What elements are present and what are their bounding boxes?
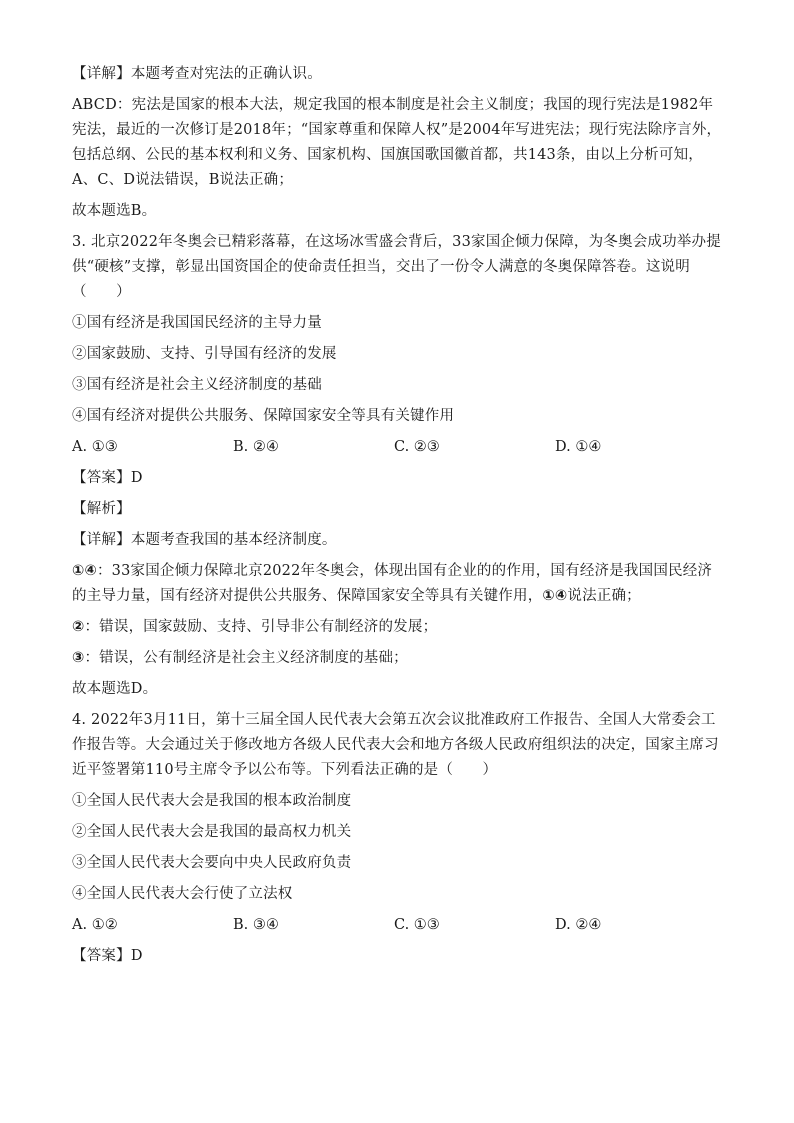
q4-stem: 4. 2022年3月11日，第十三届全国人民代表大会第五次会议批准政府工作报告、全国人大常委会工作报告等。大会通过关于修改地方各级人民代表大会和地方各级人民政府组织法的决定，国家主席习近平签署第110号主席令予以公布等。下列看法正确的是（ ）: [72, 712, 719, 778]
q4-answer: [72, 944, 724, 969]
explain-mark-2: ①④: [542, 588, 568, 604]
q3-item-1: ①国有经济是我国国民经济的主导力量: [72, 315, 322, 331]
answer-tag: 【答案】: [72, 470, 131, 486]
q3-option-c: C. ②③: [394, 439, 440, 455]
explain-text: ：33家国企倾力保障北京2022年冬奥会，体现出国有企业的的作用，国有经济是我国国民经济的主导力量，国有经济对提供公共服务、保障国家安全等具有关键作用，: [72, 563, 713, 604]
q3-item-4: ④国有经济对提供公共服务、保障国家安全等具有关键作用: [72, 408, 455, 424]
q4-item-3: ③全国人民代表大会要向中央人民政府负责: [72, 855, 352, 871]
q3-answer: [72, 466, 724, 491]
q4-option-d: D. ②④: [555, 917, 602, 933]
analysis-tag: 【解析】: [72, 501, 131, 517]
q3-detail: [72, 528, 724, 553]
q3-option-d: D. ①④: [555, 439, 602, 455]
detail-tag: 【详解】: [72, 532, 131, 548]
explain-mark: ②: [72, 619, 85, 635]
q3-explain-1: [72, 559, 724, 609]
q3-analysis-tag: [72, 497, 724, 522]
q4-option-b: B. ③④: [233, 917, 279, 933]
q2-analysis-paragraph: ABCD：宪法是国家的根本大法，规定我国的根本制度是社会主义制度；我国的现行宪法是1982年宪法，最近的一次修订是2018年；“国家尊重和保障人权”是2004年写进宪法；现行宪法除序言外，包括总纲、公民的基本权利和义务、国家机构、国旗国歌国徽首都，共143条，由以上分析可知，A、C、D说法错误，B说法正确；: [72, 97, 722, 188]
q3-options: [72, 435, 724, 460]
q3-conclusion: 故本题选D。: [72, 681, 158, 697]
q3-option-b: B. ②④: [233, 439, 279, 455]
q4-item-1: ①全国人民代表大会是我国的根本政治制度: [72, 793, 352, 809]
explain-text: ：错误，公有制经济是社会主义经济制度的基础；: [84, 650, 408, 666]
detail-text: 本题考查我国的基本经济制度。: [130, 532, 337, 548]
detail-text: 本题考查对宪法的正确认识。: [130, 66, 322, 82]
q3-item-2: ②国家鼓励、支持、引导国有经济的发展: [72, 346, 337, 362]
q3-item-3: ③国有经济是社会主义经济制度的基础: [72, 377, 322, 393]
explain-text: ：错误，国家鼓励、支持、引导非公有制经济的发展；: [84, 619, 438, 635]
explain-mark: ③: [72, 650, 85, 666]
q4-item-4: ④全国人民代表大会行使了立法权: [72, 886, 293, 902]
q4-options: [72, 913, 724, 938]
q3-explain-2: [72, 615, 724, 640]
q4-option-a: A. ①②: [72, 917, 118, 933]
explain-end: 说法正确；: [567, 588, 641, 604]
answer-tag: 【答案】: [72, 948, 131, 964]
answer-value: D: [130, 948, 143, 964]
answer-value: D: [130, 470, 143, 486]
q3-stem: 3. 北京2022年冬奥会已精彩落幕，在这场冰雪盛会背后，33家国企倾力保障，为冬奥会成功举办提供“硬核”支撑，彰显出国资国企的使命责任担当，交出了一份令人满意的冬奥保障答卷。这说明（ ）: [72, 234, 721, 300]
detail-tag: 【详解】: [72, 66, 131, 82]
q3-option-a: A. ①③: [72, 439, 118, 455]
q3-explain-3: [72, 646, 724, 671]
q4-option-c: C. ①③: [394, 917, 440, 933]
q2-detail: [72, 62, 724, 87]
q4-item-2: ②全国人民代表大会是我国的最高权力机关: [72, 824, 352, 840]
q2-conclusion: 故本题选B。: [72, 203, 157, 219]
document-page: [72, 62, 724, 975]
explain-mark: ①④: [72, 563, 97, 579]
